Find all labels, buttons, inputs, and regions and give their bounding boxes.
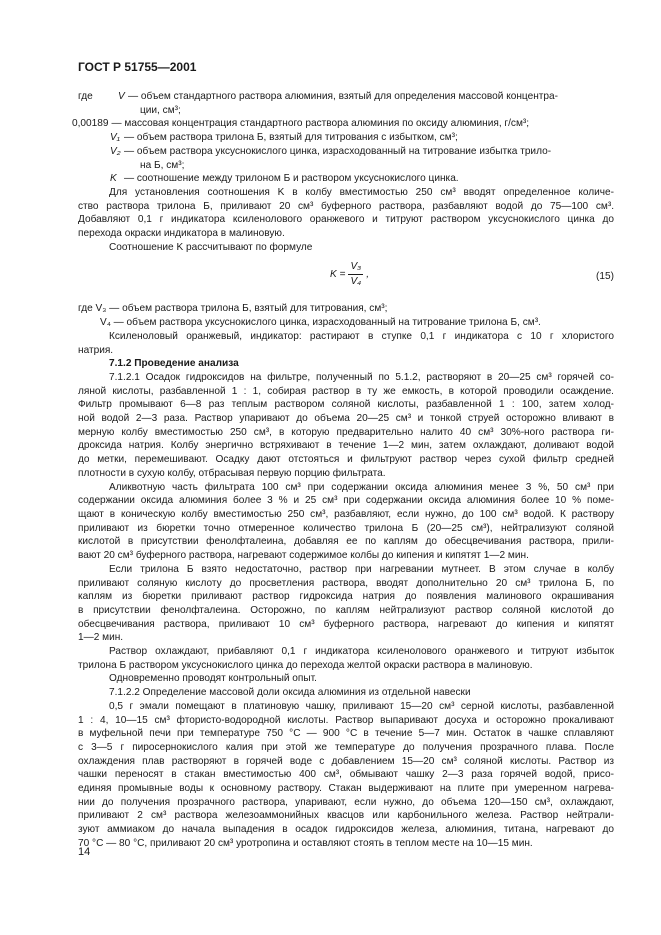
document-header: ГОСТ Р 51755—2001	[78, 60, 197, 74]
definition-continuation: на Б, см³;	[140, 159, 185, 171]
paragraph-line: ной водой 2—3 раза. Раствор упаривают до объема 20—25 см³ и тонкой струей осторожно вливают в	[78, 413, 614, 425]
paragraph-line: дроксида натрия. Колбу энергично встряхивают в течение 1—2 мин, затем охлаждают, доливают водой	[78, 440, 614, 452]
paragraph-line: до метки, перемешивают. Осадку дают отстояться и фильтруют раствор через сухой фильтр средней	[78, 454, 614, 466]
paragraph-line: в муфельной печи при температуре 750 °С — 900 °С в течение 5—7 мин. Остаток в чашке сплавляют	[78, 728, 614, 740]
formula-block	[78, 258, 614, 298]
paragraph-line: чашки переносят в стакан вместимостью 400 см³, обмывают чашку 2—3 раза горячей водой, присо-	[78, 769, 614, 781]
definition-text: — объем раствора трилона Б, взятый для титрования с избытком, см³;	[124, 132, 458, 144]
paragraph-line: охлаждения плав растворяют в горячей воде с добавлением 15—20 см³ соляной кислоты. Раствор из	[78, 755, 614, 767]
definition-text: — объем раствора уксуснокислого цинка, израсходованный на титрование избытка трило-	[124, 145, 552, 157]
formula-tail: ,	[366, 268, 370, 280]
paragraph-line: Добавляют 0,1 г индикатора ксиленолового оранжевого и титруют раствором уксуснокислого цинка до	[78, 214, 614, 226]
paragraph-line: нии до получения прозрачного раствора, упаривают, если нужно, до объема 120—150 см³, охлаждают,	[78, 796, 614, 808]
definition-item	[78, 90, 614, 104]
paragraph-line: 1—2 мин.	[78, 632, 124, 644]
where-line: V₄ — объем раствора уксуснокислого цинка, израсходованный на титрование трилона Б, см³.	[100, 317, 541, 329]
paragraph-line: натрия.	[78, 344, 114, 356]
paragraph-control: Одновременно проводят контрольный опыт.	[109, 673, 317, 685]
definition-item	[78, 172, 614, 186]
definition-item	[78, 145, 614, 159]
paragraph-line: трилона Б раствором уксуснокислого цинка до перехода желтой окраски раствора в малиновую.	[78, 659, 533, 671]
definition-text: — массовая концентрация стандартного раствора алюминия по оксиду алюминия, г/см³;	[111, 118, 530, 130]
definition-symbol: V	[118, 91, 125, 102]
paragraph-cooling	[78, 645, 614, 672]
formula-intro: Соотношение K рассчитывают по формуле	[109, 241, 313, 253]
page-number: 14	[78, 846, 91, 858]
equation-number: (15)	[596, 271, 614, 283]
paragraph-line: вают 20 см³ буферного раствора, нагревают содержимое колбы до кипения и кипятят 1—2 мин.	[78, 550, 529, 562]
page-body	[72, 90, 614, 851]
paragraph-line: 1 : 4, 10—15 см³ фтористо-водородной кислоты. Раствор выпаривают досуха и осторожно прокаливают	[78, 714, 614, 726]
paragraph-line: содержании оксида алюминия более 3 % и 25 см³ при содержании оксида алюминия более 10 % поме-	[78, 495, 614, 507]
where-line: где V₃ — объем раствора трилона Б, взятый для титрования, см³;	[78, 303, 388, 315]
definition-text: — соотношение между трилоном Б и раствором уксуснокислого цинка.	[124, 173, 459, 185]
paragraph-line: каплям из бюретки приливают раствор гидроксида натрия до появления малинового окрашивания	[78, 591, 614, 603]
paragraph-line: перехода окраски индикатора в малиновую.	[78, 228, 285, 240]
paragraph-line: 7.1.2.1 Осадок гидроксидов на фильтре, полученный по 5.1.2, растворяют в 20—25 см³ горячей со-	[109, 371, 614, 383]
paragraph-line: щают в коническую колбу вместимостью 250 см³, разбавляют, если нужно, до 100 см³ водой. К раствору	[78, 508, 614, 520]
definition-text: — объем стандартного раствора алюминия, взятый для определения массовой концентра-	[128, 91, 558, 102]
paragraph-line: мерную колбу вместимостью 250 см³, в которую предварительно налито 40 см³ 30%-ного раствора ги-	[78, 426, 614, 438]
paragraph-line: приливают 2 см³ раствора железоаммонийных квасцов или карбонильного железа. Раствор нейтрали-	[78, 810, 614, 822]
paragraph-line: приливают соляную кислоту до просветления раствора, вводят дополнительно 20 см³ трилона Б, по	[78, 577, 614, 589]
formula-numerator: V₃	[348, 260, 363, 275]
subsection-title: 7.1.2.2 Определение массовой доли оксида алюминия из отдельной навески	[109, 687, 471, 699]
formula	[330, 260, 369, 288]
paragraph-line: в присутствии фенолфталеина. Осторожно, по каплям нейтрализуют раствор соляной кислотой до	[78, 604, 614, 616]
paragraph-insufficient	[78, 563, 614, 645]
definition-symbol: V₂	[110, 145, 121, 157]
paragraph-line: 70 °С — 80 °С, приливают 20 см³ уротропина и оставляют стоять в теплом месте на 10—15 мин.	[78, 837, 533, 849]
paragraph-line: обесцвечивания раствора, приливают 10 см³ буферного раствора, нагревают до кипения и кипятят	[78, 618, 614, 630]
formula-lhs: K =	[330, 268, 346, 280]
paragraph-ratio-setup	[78, 186, 614, 241]
definitions-list	[72, 90, 614, 186]
definition-item	[72, 117, 614, 131]
definition-lead: 0,00189	[72, 118, 109, 130]
definition-continuation: ции, см³;	[140, 104, 181, 116]
paragraph-line: Аликвотную часть фильтрата 100 см³ при содержании оксида алюминия менее 3 %, 50 см³ при	[109, 481, 614, 493]
paragraph-line: 0,5 г эмали помещают в платиновую чашку, приливают 15—20 см³ серной кислоты, разбавленной	[109, 700, 614, 712]
definition-lead: где	[78, 91, 93, 102]
definition-item	[78, 131, 614, 145]
formula-denominator: V₄	[350, 276, 362, 288]
paragraph-line: зуют аммиаком до начала выпадения в осадок гидроксидов железа, алюминия, титана, нагревают до	[78, 824, 614, 836]
paragraph-line: Если трилона Б взято недостаточно, раствор при нагревании мутнеет. В этом случае в колбу	[109, 563, 614, 575]
paragraph-line: Ксиленоловый оранжевый, индикатор: растирают в ступке 0,1 г индикатора с 10 г хлористого	[109, 330, 614, 342]
paragraph-line: Раствор охлаждают, прибавляют 0,1 г индикатора ксиленолового оранжевого и титруют избыток	[109, 646, 614, 658]
paragraph-line: кислотой в присутствии фенолфталеина, добавляя ее по каплям до обесцвечивания раствора, прили-	[78, 536, 614, 548]
paragraph-line: ляной кислоты, разбавленной 1 : 1, собирая раствор в ту же емкость, в которой проводили осаждение.	[78, 385, 614, 397]
formula-fraction	[348, 260, 363, 288]
paragraph-line: с 3—5 г пиросернокислого калия при этой же температуре до получения прозрачного плава. После	[78, 741, 614, 753]
paragraph-indicator	[78, 330, 614, 357]
paragraph-line: приливают из бюретки точно отмеренное количество трилона Б (20—25 см³), нейтрализуют соляной	[78, 522, 614, 534]
definition-symbol: V₁	[110, 132, 120, 144]
definition-symbol: K	[110, 173, 117, 185]
paragraph-line: плотности в сухую колбу, отбрасывая первую порцию фильтрата.	[78, 467, 386, 479]
paragraph-line: Фильтр промывают 6—8 раз теплым раствором соляной кислоты, разбавленной 1 : 100, затем холод-	[78, 399, 614, 411]
paragraph-7-1-2-1	[78, 371, 614, 481]
paragraph-line: Для установления соотношения K в колбу вместимостью 250 см³ вводят определенное количе-	[109, 186, 614, 198]
paragraph-7-1-2-2	[78, 700, 614, 851]
section-heading: 7.1.2 Проведение анализа	[109, 358, 239, 370]
paragraph-aliquot	[78, 481, 614, 563]
paragraph-line: ство раствора трилона Б, приливают 20 см³ буферного раствора, разбавляют водой до 75—100 см³.	[78, 200, 614, 212]
paragraph-line: единяя промывные воды к основному раствору. Стакан выдерживают на плите при умеренном нагрева-	[78, 783, 614, 795]
